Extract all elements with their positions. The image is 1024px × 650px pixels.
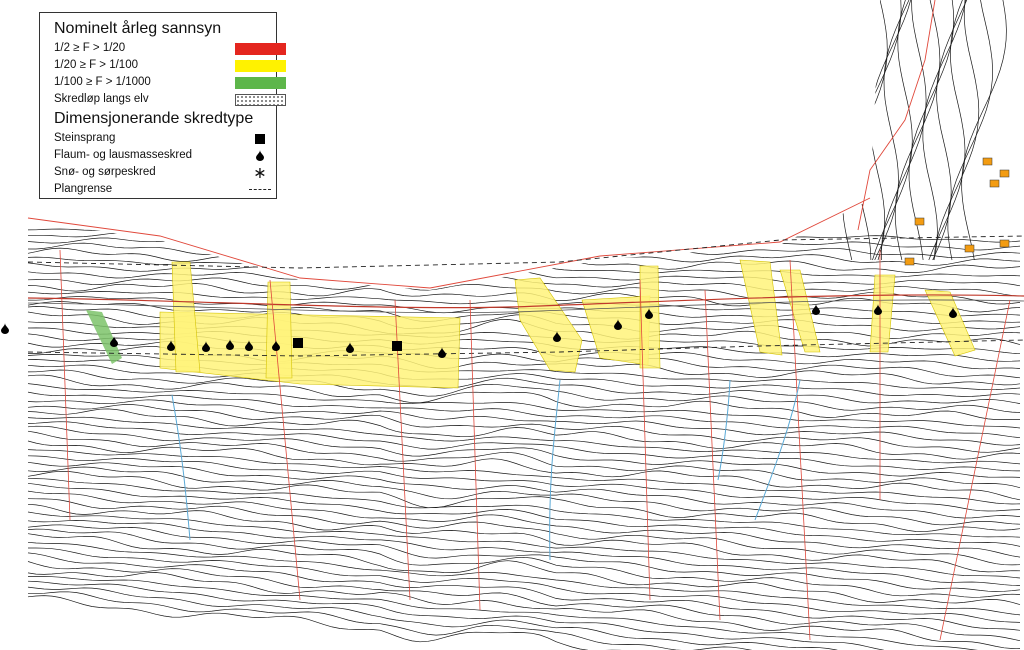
dotted-swatch (235, 94, 286, 106)
contour-line (28, 483, 1020, 546)
yellow-swatch (235, 60, 286, 72)
building-icon (1000, 240, 1009, 247)
contour-line (923, 0, 966, 260)
asterisk-icon: ∗ (253, 163, 267, 182)
contour-line (28, 512, 1020, 578)
legend-label: 1/100 ≥ F > 1/1000 (54, 76, 151, 88)
contour-line (28, 462, 1020, 518)
black-square-icon (392, 341, 402, 351)
legend-heading-slide-type: Dimensjonerande skredtype (54, 110, 254, 127)
contour-line (28, 587, 1020, 650)
property-line (705, 290, 720, 620)
black-square-icon (255, 134, 265, 144)
legend-label: Snø- og sørpeskred (54, 166, 156, 178)
contour-line (28, 422, 1020, 471)
contour-line (28, 542, 1020, 615)
contour-line (28, 596, 1020, 650)
contour-line (28, 456, 1020, 511)
contour-line (28, 577, 1020, 650)
hazard-zone-yellow (870, 275, 895, 352)
building-icon (915, 218, 924, 225)
black-square-icon (293, 338, 303, 348)
contour-line (28, 553, 1020, 630)
legend-label: 1/2 ≥ F > 1/20 (54, 42, 126, 54)
contour-line (28, 405, 1020, 453)
drop-icon (812, 304, 820, 315)
contour-line (28, 392, 1020, 438)
contour-line (948, 0, 993, 260)
contour-line (28, 426, 1020, 477)
legend-item-debris-flow (54, 147, 276, 164)
red-swatch (235, 43, 286, 55)
contour-line (28, 581, 1020, 650)
contour-line (929, 0, 965, 260)
drop-icon (1, 323, 9, 334)
contour-line (28, 491, 1020, 557)
legend-item-rockfall (54, 130, 276, 147)
legend-label: Flaum- og lausmasseskred (54, 149, 193, 161)
legend-item-plan-boundary (54, 181, 276, 198)
contour-line (28, 409, 1020, 459)
contour-line (28, 592, 1020, 650)
dashed-line-icon (249, 189, 271, 190)
contour-line (28, 525, 1020, 592)
legend-item-medium-probability (54, 57, 276, 74)
legend-label: Skredløp langs elv (54, 93, 149, 105)
building-icon (990, 180, 999, 187)
building-icon (965, 245, 974, 252)
contour-line (28, 548, 1020, 622)
contour-line (962, 0, 1007, 260)
contour-line (875, 0, 909, 260)
building-icon (983, 158, 992, 165)
legend-item-low-probability (54, 74, 276, 91)
hazard-zone-yellow (266, 282, 292, 378)
building-icon (1000, 170, 1009, 177)
legend-item-high-probability (54, 40, 276, 57)
legend-item-snow-slush (54, 164, 276, 181)
drop-icon (256, 150, 264, 161)
contour-line (28, 520, 1020, 585)
contour-line (28, 504, 1020, 572)
hazard-zone-yellow (740, 260, 782, 355)
green-swatch (235, 77, 286, 89)
contour-line (933, 0, 967, 260)
map-legend (39, 12, 277, 199)
contour-line (873, 0, 913, 260)
legend-label: 1/20 ≥ F > 1/100 (54, 59, 138, 71)
building-icon (905, 258, 914, 265)
legend-heading-probability: Nominelt årleg sannsyn (54, 20, 222, 37)
hazard-zones (86, 260, 975, 388)
legend-label: Plangrense (54, 183, 113, 195)
legend-label: Steinsprang (54, 132, 116, 144)
contour-line (28, 431, 1020, 488)
legend-item-river-slide (54, 91, 276, 108)
contour-line (28, 534, 1020, 605)
